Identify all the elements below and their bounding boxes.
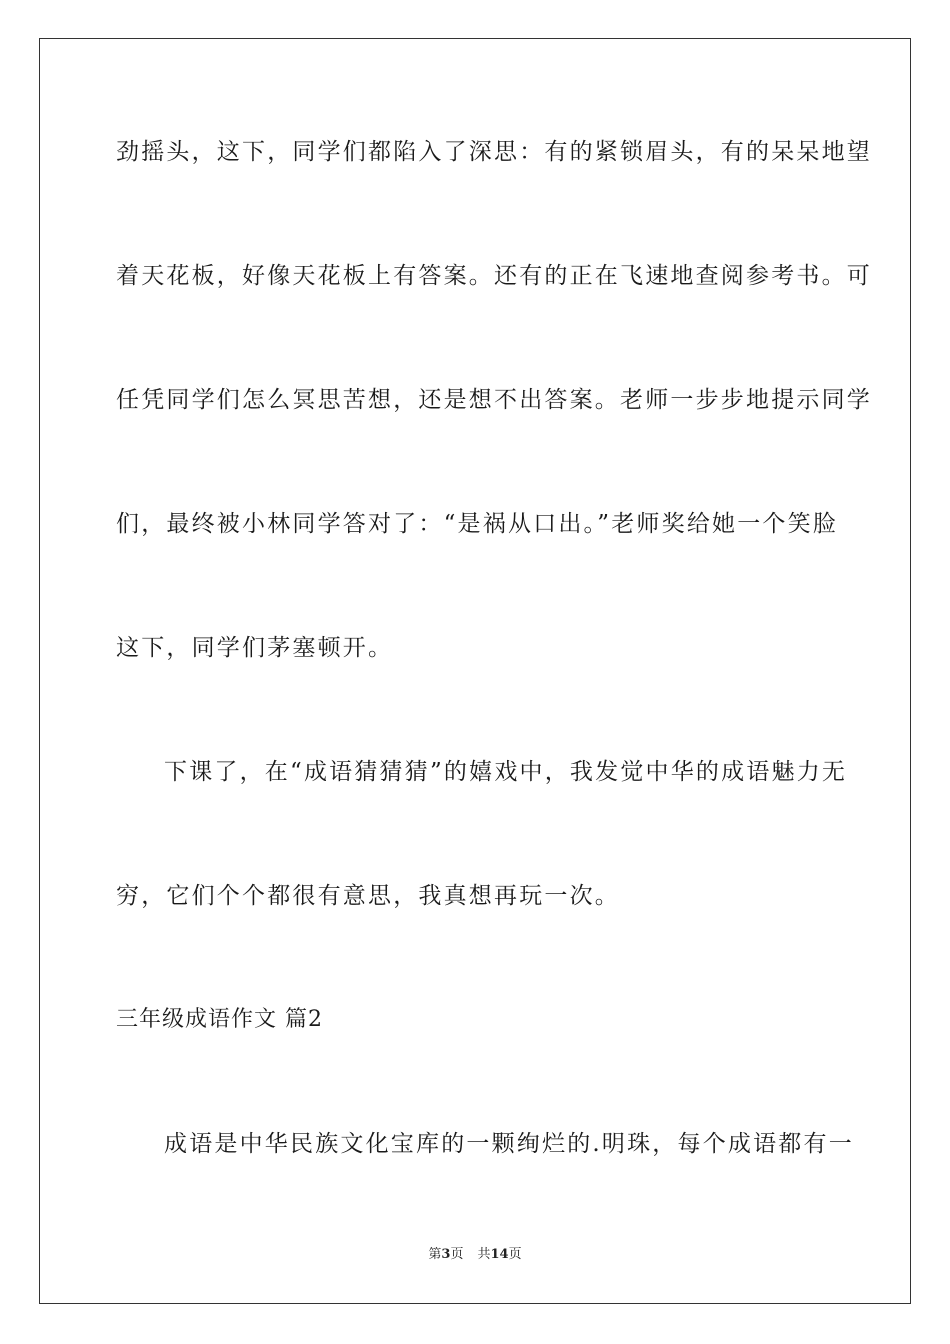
paragraph-line-7: 穷，它们个个都很有意思，我真想再玩一次。 [116,883,620,909]
total-prefix: 共 [477,1247,491,1262]
paragraph-line-8: 成语是中华民族文化宝库的一颗绚烂的.明珠，每个成语都有一 [164,1131,854,1157]
paragraph-line-1: 劲摇头，这下，同学们都陷入了深思：有的紧锁眉头，有的呆呆地望 [116,139,872,165]
page-footer [0,1246,950,1264]
total-suffix: 页 [508,1247,522,1262]
page-prefix: 第 [428,1247,442,1262]
paragraph-line-4: 们，最终被小林同学答对了：“是祸从口出。”老师奖给她一个笑脸 [116,511,839,537]
section-heading: 三年级成语作文 篇2 [116,1007,323,1032]
page-border [39,38,911,1304]
paragraph-line-5: 这下，同学们茅塞顿开。 [116,635,394,661]
paragraph-line-6: 下课了，在“成语猜猜猜”的嬉戏中，我发觉中华的成语魅力无 [164,759,848,785]
page-total: 14 [490,1247,509,1262]
paragraph-line-2: 着天花板，好像天花板上有答案。还有的正在飞速地查阅参考书。可 [116,263,872,289]
paragraph-line-3: 任凭同学们怎么冥思苦想，还是想不出答案。老师一步步地提示同学 [116,387,872,413]
page-suffix: 页 [450,1247,464,1262]
page-current: 3 [441,1247,451,1262]
